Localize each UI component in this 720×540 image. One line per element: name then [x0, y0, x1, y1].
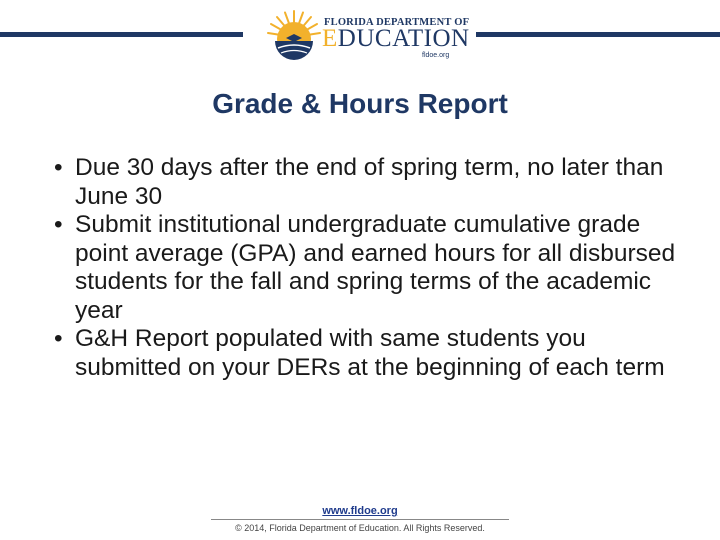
bullet-text: G&H Report populated with same students you submitted on your DERs at the beginning of each term: [75, 325, 665, 381]
bullet-item: [54, 325, 694, 382]
bullet-text: Submit institutional undergraduate cumulative grade point average (GPA) and earned hours for all disbursed students for the fall and spring terms of the academic year: [75, 211, 676, 324]
logo-line2-rest: DUCATION: [337, 25, 470, 52]
fldoe-logo: [266, 8, 470, 66]
footer-copyright: © 2014, Florida Department of Education. All Rights Reserved.: [235, 523, 485, 533]
sun-emblem-icon: [266, 8, 322, 66]
bullet-item: [54, 211, 694, 325]
slide-title: Grade & Hours Report: [212, 88, 508, 119]
footer-divider: [211, 519, 509, 520]
bullet-text: Due 30 days after the end of spring term, no later than June 30: [75, 154, 664, 210]
bullet-item: [54, 154, 694, 211]
logo-line2-initial: E: [322, 25, 338, 52]
bullet-dot: •: [54, 325, 63, 352]
bullet-dot: •: [54, 154, 63, 181]
logo-line2: [322, 25, 470, 53]
bullet-list: [54, 154, 694, 382]
header-rule-right: [476, 32, 720, 37]
header-rule-left: [0, 32, 243, 37]
bullet-dot: •: [54, 211, 63, 238]
footer-website-link[interactable]: www.fldoe.org: [322, 505, 398, 517]
logo-line1: FLORIDA DEPARTMENT OF: [324, 17, 470, 28]
logo-site: fldoe.org: [422, 52, 450, 59]
